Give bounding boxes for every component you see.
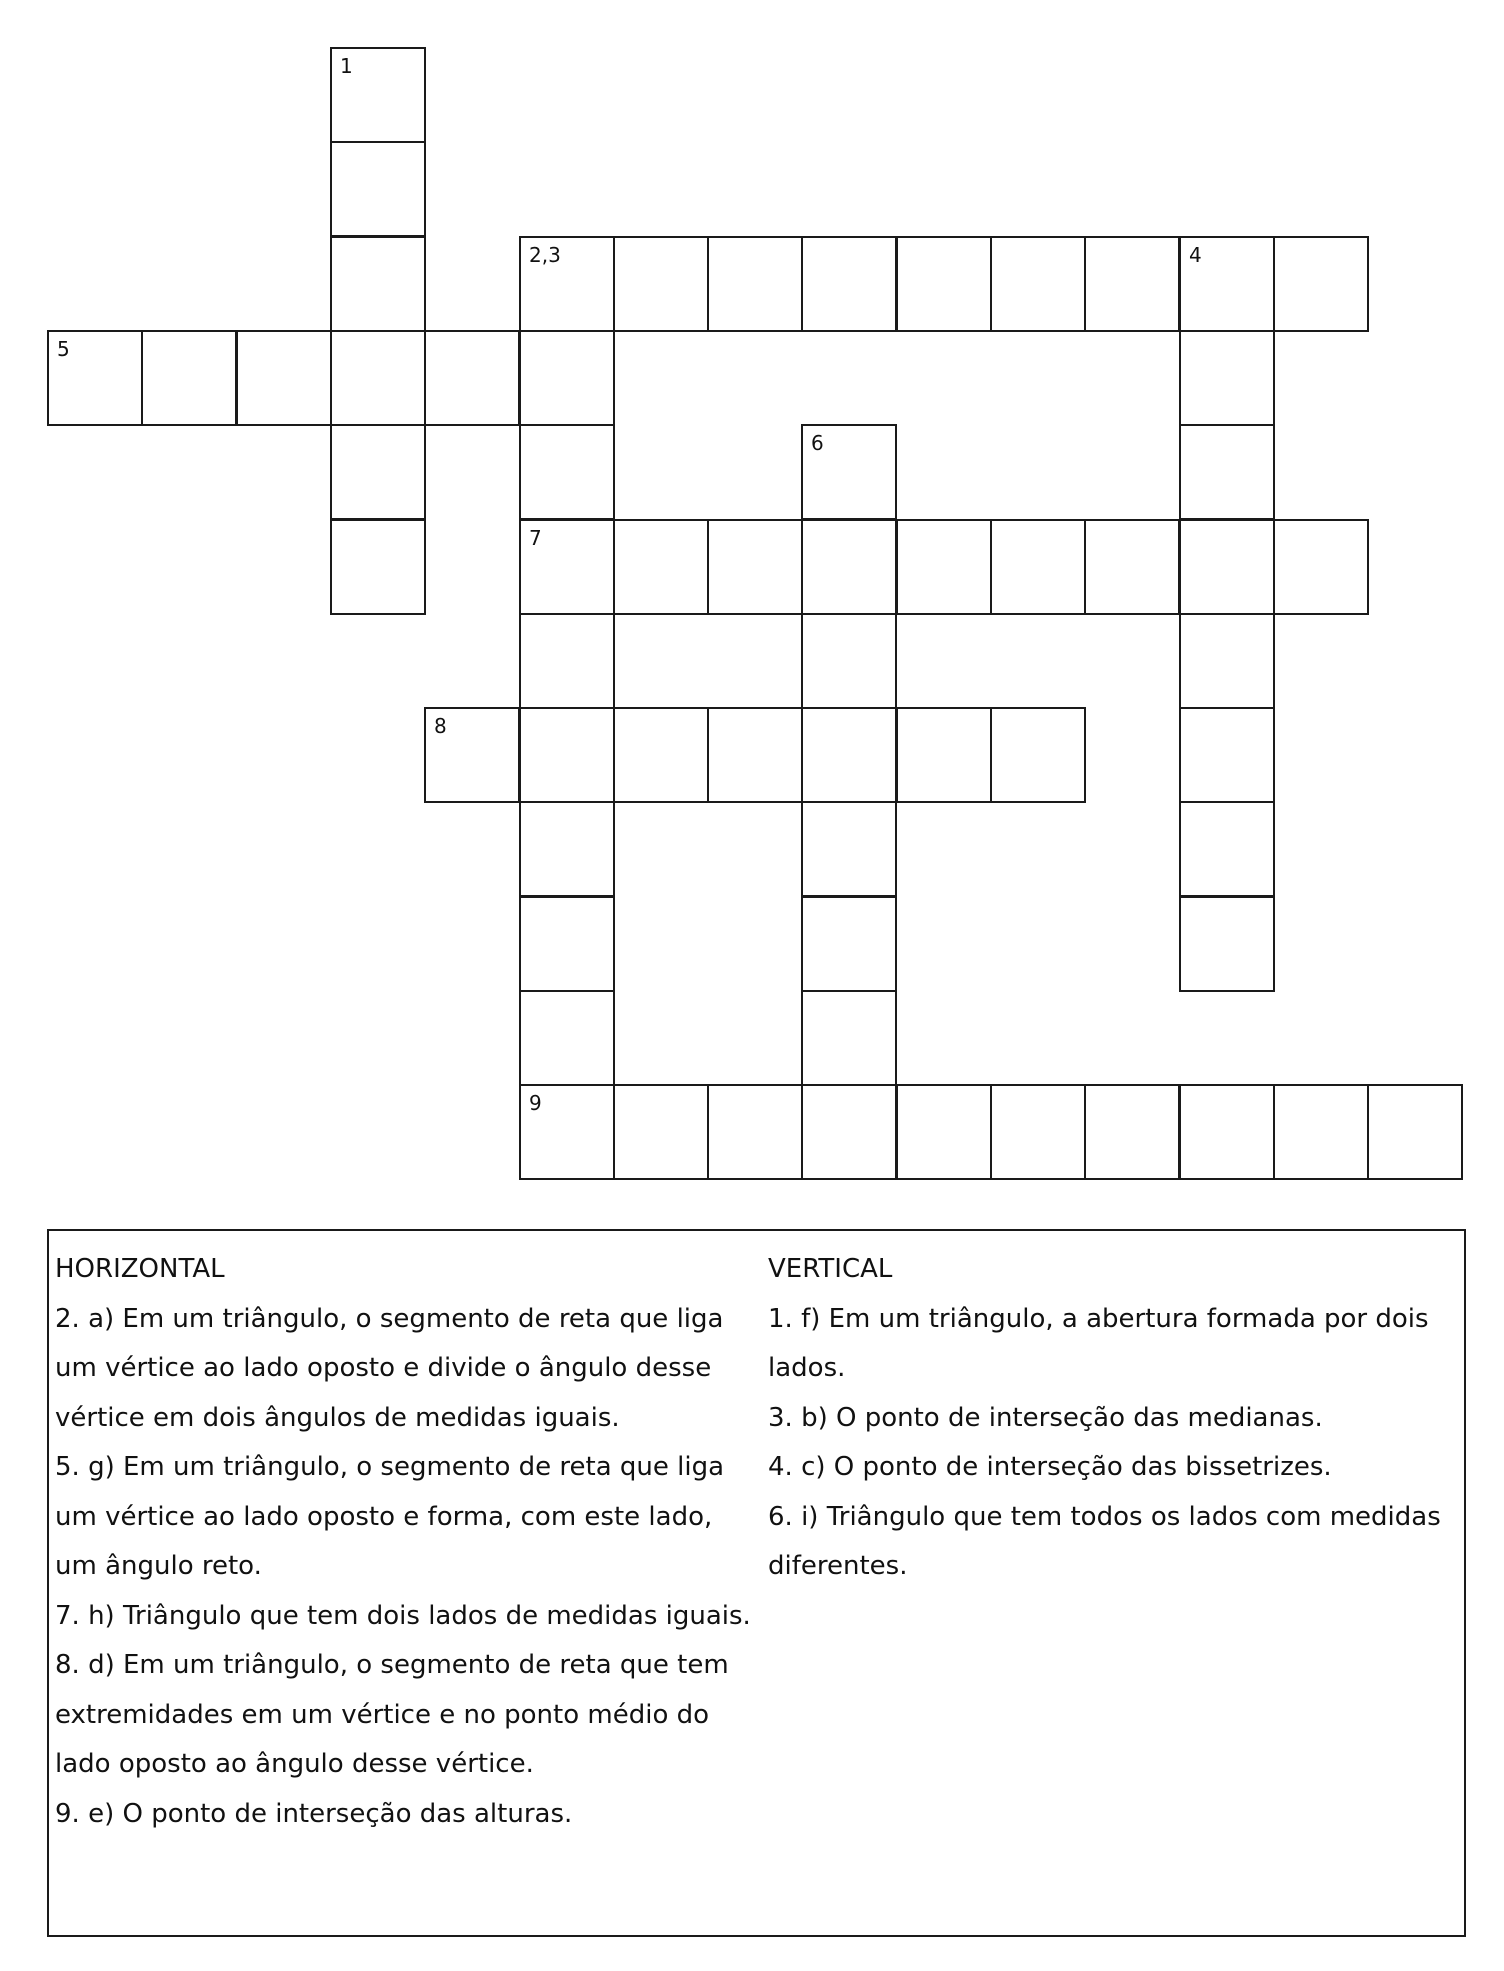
clue-number: 8 bbox=[434, 714, 447, 738]
grid-cell[interactable] bbox=[1367, 1084, 1463, 1180]
clue-horizontal-7: 7. h) Triângulo que tem dois lados de medidas iguais. bbox=[55, 1600, 751, 1631]
clue-number: 2,3 bbox=[529, 243, 561, 267]
grid-cell[interactable] bbox=[330, 330, 426, 426]
horizontal-clues bbox=[55, 1245, 761, 1839]
grid-cell[interactable] bbox=[801, 613, 897, 709]
grid-cell[interactable] bbox=[1179, 707, 1275, 803]
grid-cell[interactable] bbox=[990, 236, 1086, 332]
grid-cell[interactable] bbox=[801, 801, 897, 897]
grid-cell[interactable] bbox=[801, 896, 897, 992]
grid-cell[interactable] bbox=[519, 424, 615, 520]
grid-cell[interactable] bbox=[424, 330, 520, 426]
grid-cell[interactable] bbox=[330, 236, 426, 332]
grid-cell[interactable] bbox=[236, 330, 332, 426]
grid-cell[interactable] bbox=[1084, 236, 1180, 332]
grid-cell[interactable] bbox=[707, 707, 803, 803]
clue-number: 6 bbox=[811, 431, 824, 455]
grid-cell[interactable] bbox=[1179, 613, 1275, 709]
clue-number: 9 bbox=[529, 1091, 542, 1115]
grid-cell[interactable] bbox=[1179, 424, 1275, 520]
grid-cell[interactable] bbox=[1179, 896, 1275, 992]
grid-cell[interactable] bbox=[141, 330, 237, 426]
grid-cell[interactable] bbox=[613, 519, 709, 615]
grid-cell[interactable] bbox=[519, 613, 615, 709]
clue-number: 4 bbox=[1189, 243, 1202, 267]
grid-cell[interactable] bbox=[613, 707, 709, 803]
grid-cell[interactable] bbox=[707, 519, 803, 615]
grid-cell[interactable] bbox=[1084, 519, 1180, 615]
grid-cell[interactable] bbox=[613, 1084, 709, 1180]
grid-cell[interactable] bbox=[990, 519, 1086, 615]
grid-cell[interactable] bbox=[707, 236, 803, 332]
grid-cell[interactable] bbox=[519, 236, 615, 332]
clue-vertical-3: 3. b) O ponto de interseção das medianas. bbox=[768, 1402, 1323, 1433]
grid-cell[interactable] bbox=[424, 707, 520, 803]
grid-cell[interactable] bbox=[1273, 519, 1369, 615]
vertical-heading: VERTICAL bbox=[768, 1254, 893, 1284]
grid-cell[interactable] bbox=[1179, 519, 1275, 615]
grid-cell[interactable] bbox=[519, 330, 615, 426]
clue-horizontal-5: 5. g) Em um triângulo, o segmento de reta que liga um vértice ao lado oposto e forma, com este lado, um ângulo reto. bbox=[55, 1452, 725, 1581]
clue-vertical-6: 6. i) Triângulo que tem todos os lados com medidas diferentes. bbox=[768, 1501, 1441, 1581]
grid-cell[interactable] bbox=[519, 896, 615, 992]
clue-vertical-1: 1. f) Em um triângulo, a abertura formada por dois lados. bbox=[768, 1303, 1429, 1383]
clues-box bbox=[47, 1229, 1466, 1937]
clue-horizontal-2: 2. a) Em um triângulo, o segmento de reta que liga um vértice ao lado oposto e divide o ângulo desse vértice em dois ângulos de medidas iguais. bbox=[55, 1303, 724, 1433]
grid-cell[interactable] bbox=[801, 990, 897, 1086]
grid-cell[interactable] bbox=[1273, 1084, 1369, 1180]
clue-number: 7 bbox=[529, 526, 542, 550]
grid-cell[interactable] bbox=[613, 236, 709, 332]
grid-cell[interactable] bbox=[896, 1084, 992, 1180]
grid-cell[interactable] bbox=[896, 519, 992, 615]
grid-cell[interactable] bbox=[801, 1084, 897, 1180]
clue-number: 1 bbox=[340, 54, 353, 78]
grid-cell[interactable] bbox=[519, 519, 615, 615]
clue-horizontal-9: 9. e) O ponto de interseção das alturas. bbox=[55, 1798, 573, 1829]
grid-cell[interactable] bbox=[707, 1084, 803, 1180]
grid-cell[interactable] bbox=[801, 707, 897, 803]
grid-cell[interactable] bbox=[1273, 236, 1369, 332]
grid-cell[interactable] bbox=[519, 707, 615, 803]
grid-cell[interactable] bbox=[1084, 1084, 1180, 1180]
grid-cell[interactable] bbox=[330, 519, 426, 615]
grid-cell[interactable] bbox=[990, 1084, 1086, 1180]
grid-cell[interactable] bbox=[330, 424, 426, 520]
grid-cell[interactable] bbox=[47, 330, 143, 426]
grid-cell[interactable] bbox=[330, 47, 426, 143]
clue-vertical-4: 4. c) O ponto de interseção das bissetrizes. bbox=[768, 1452, 1332, 1482]
grid-cell[interactable] bbox=[519, 801, 615, 897]
grid-cell[interactable] bbox=[896, 236, 992, 332]
grid-cell[interactable] bbox=[801, 424, 897, 520]
grid-cell[interactable] bbox=[519, 990, 615, 1086]
clue-horizontal-8: 8. d) Em um triângulo, o segmento de reta que tem extremidades em um vértice e no ponto médio do lado oposto ao ângulo desse vértice. bbox=[55, 1650, 729, 1779]
grid-cell[interactable] bbox=[801, 236, 897, 332]
clue-number: 5 bbox=[57, 337, 70, 361]
grid-cell[interactable] bbox=[990, 707, 1086, 803]
grid-cell[interactable] bbox=[1179, 236, 1275, 332]
horizontal-heading: HORIZONTAL bbox=[55, 1254, 225, 1284]
grid-cell[interactable] bbox=[1179, 1084, 1275, 1180]
grid-cell[interactable] bbox=[1179, 330, 1275, 426]
grid-cell[interactable] bbox=[896, 707, 992, 803]
vertical-clues bbox=[768, 1245, 1464, 1592]
grid-cell[interactable] bbox=[330, 141, 426, 237]
grid-cell[interactable] bbox=[1179, 801, 1275, 897]
grid-cell[interactable] bbox=[519, 1084, 615, 1180]
grid-cell[interactable] bbox=[801, 519, 897, 615]
